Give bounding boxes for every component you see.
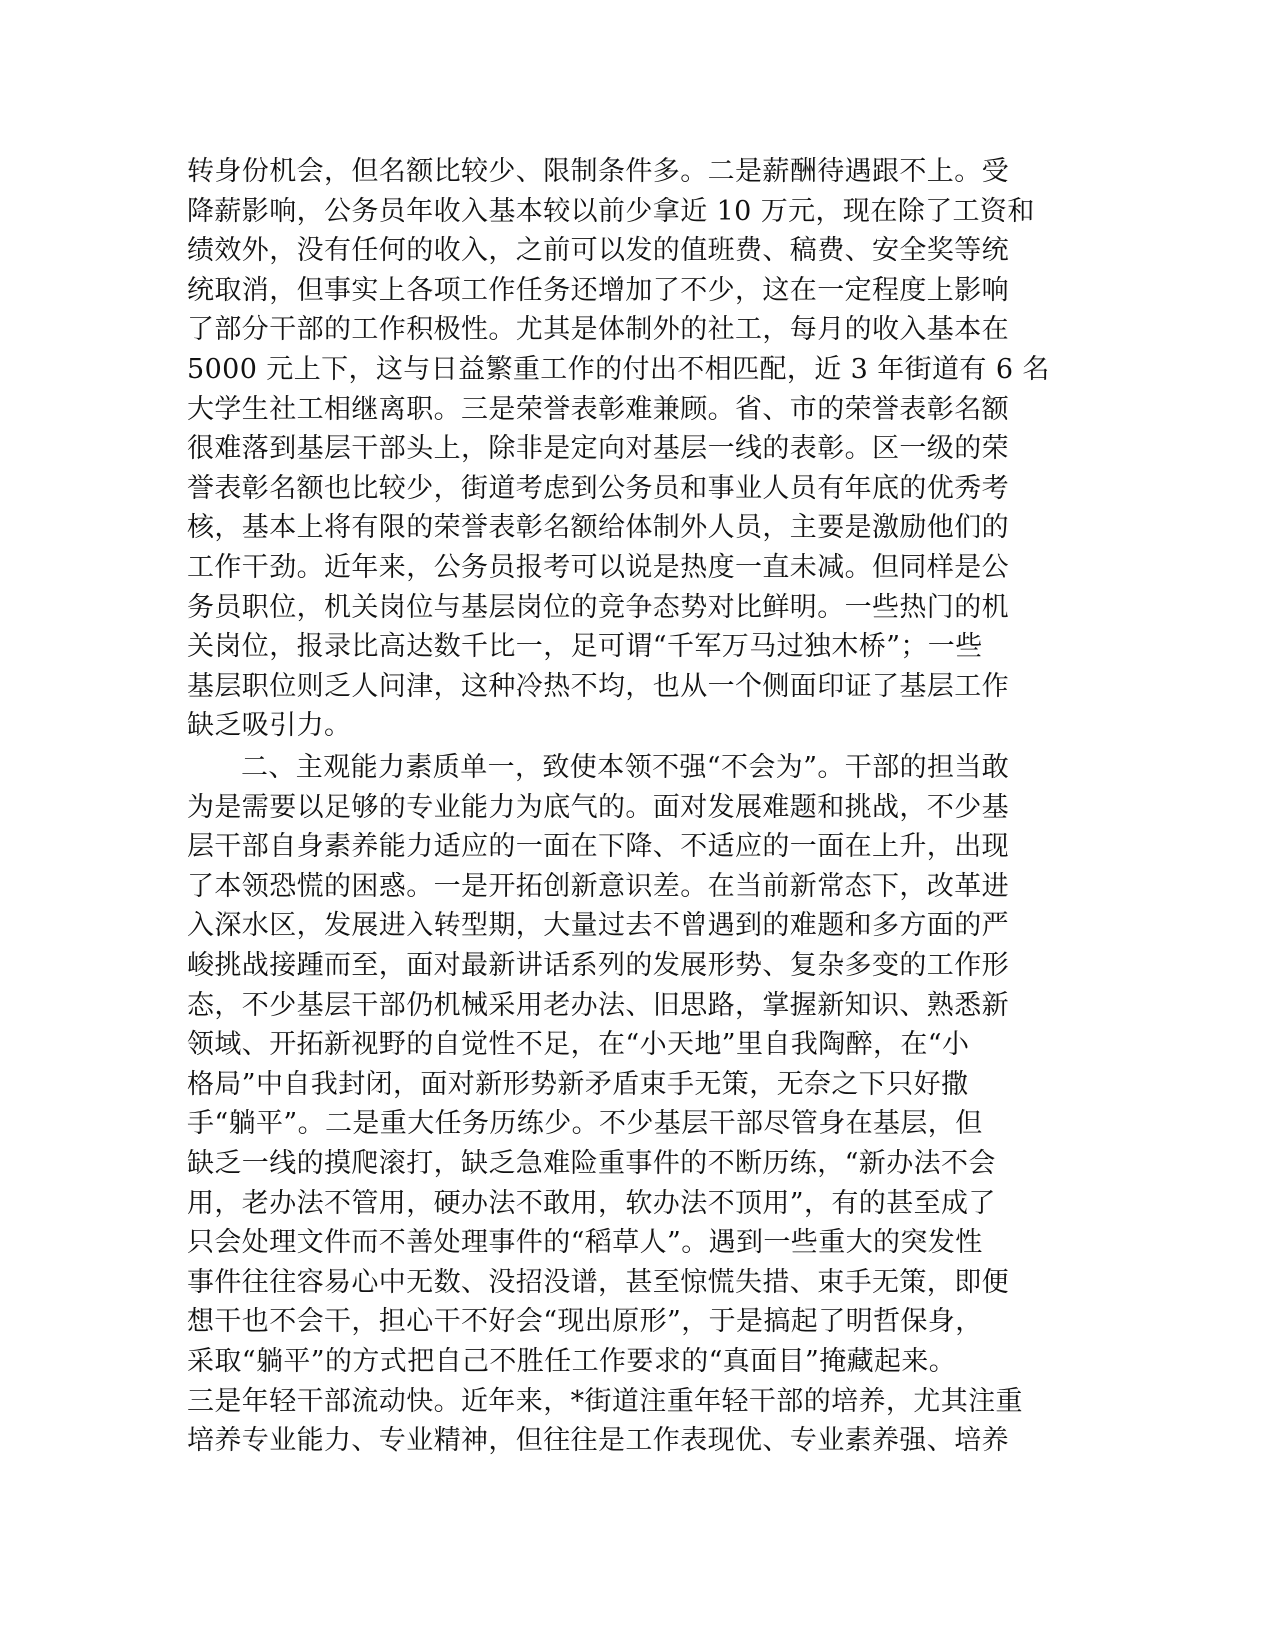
text-line: 了本领恐慌的困惑。一是开拓创新意识差。在当前新常态下，改革进 bbox=[187, 870, 1009, 902]
text-line: 5000 元上下，这与日益繁重工作的付出不相匹配，近 3 年街道有 6 名 bbox=[187, 353, 1050, 385]
text-line: 转身份机会，但名额比较少、限制条件多。二是薪酬待遇跟不上。受 bbox=[187, 156, 1009, 187]
text-line: 绩效外，没有任何的收入，之前可以发的值班费、稿费、安全奖等统 bbox=[187, 235, 1009, 267]
text-line: 很难落到基层干部头上，除非是定向对基层一线的表彰。区一级的荣 bbox=[187, 433, 1009, 465]
text-line: 缺乏吸引力。 bbox=[187, 710, 352, 742]
text-line: 手“躺平”。二是重大任务历练少。不少基层干部尽管身在基层，但 bbox=[187, 1108, 983, 1140]
text-line: 采取“躺平”的方式把自己不胜任工作要求的“真面目”掩藏起来。 bbox=[187, 1345, 957, 1377]
text-line: 关岗位，报录比高达数千比一，足可谓“千军万马过独木桥”；一些 bbox=[187, 631, 983, 663]
text-line: 峻挑战接踵而至，面对最新讲话系列的发展形势、复杂多变的工作形 bbox=[187, 949, 1009, 981]
paragraph-2 bbox=[187, 748, 1092, 1461]
text-line: 二、主观能力素质单一，致使本领不强“不会为”。干部的担当敢 bbox=[241, 752, 1010, 783]
text-line: 领域、开拓新视野的自觉性不足，在“小天地”里自我陶醉，在“小 bbox=[187, 1029, 970, 1061]
text-line: 了部分干部的工作积极性。尤其是体制外的社工，每月的收入基本在 bbox=[187, 314, 1009, 346]
text-line: 格局”中自我封闭，面对新形势新矛盾束手无策，无奈之下只好撒 bbox=[187, 1068, 969, 1100]
text-line: 层干部自身素养能力适应的一面在下降、不适应的一面在上升，出现 bbox=[187, 831, 1009, 863]
text-line: 为是需要以足够的专业能力为底气的。面对发展难题和挑战，不少基 bbox=[187, 791, 1009, 823]
text-line: 工作干劲。近年来，公务员报考可以说是热度一直未减。但同样是公 bbox=[187, 551, 1009, 583]
text-line: 培养专业能力、专业精神，但往往是工作表现优、专业素养强、培养 bbox=[187, 1425, 1009, 1457]
text-line: 大学生社工相继离职。三是荣誉表彰难兼顾。省、市的荣誉表彰名额 bbox=[187, 393, 1009, 425]
text-line: 入深水区，发展进入转型期，大量过去不曾遇到的难题和多方面的严 bbox=[187, 910, 1009, 942]
paragraph-1 bbox=[187, 152, 1092, 746]
text-line: 三是年轻干部流动快。近年来，*街道注重年轻干部的培养，尤其注重 bbox=[187, 1385, 1023, 1417]
text-line: 务员职位，机关岗位与基层岗位的竞争态势对比鲜明。一些热门的机 bbox=[187, 591, 1009, 623]
text-line: 事件往往容易心中无数、没招没谱，甚至惊慌失措、束手无策，即便 bbox=[187, 1266, 1009, 1298]
text-line: 统取消，但事实上各项工作任务还增加了不少，这在一定程度上影响 bbox=[187, 274, 1009, 306]
text-line: 誉表彰名额也比较少，街道考虑到公务员和事业人员有年底的优秀考 bbox=[187, 472, 1009, 504]
text-line: 缺乏一线的摸爬滚打，缺乏急难险重事件的不断历练，“新办法不会 bbox=[187, 1147, 996, 1179]
text-line: 只会处理文件而不善处理事件的“稻草人”。遇到一些重大的突发性 bbox=[187, 1227, 983, 1259]
text-line: 基层职位则乏人问津，这种冷热不均，也从一个侧面印证了基层工作 bbox=[187, 670, 1009, 702]
text-line: 想干也不会干，担心干不好会“现出原形”，于是搞起了明哲保身， bbox=[187, 1306, 983, 1338]
text-line: 降薪影响，公务员年收入基本较以前少拿近 10 万元，现在除了工资和 bbox=[187, 195, 1035, 227]
text-line: 用，老办法不管用，硬办法不敢用，软办法不顶用”，有的甚至成了 bbox=[187, 1187, 996, 1219]
text-line: 核，基本上将有限的荣誉表彰名额给体制外人员，主要是激励他们的 bbox=[187, 512, 1009, 544]
text-line: 态，不少基层干部仍机械采用老办法、旧思路，掌握新知识、熟悉新 bbox=[187, 989, 1009, 1021]
